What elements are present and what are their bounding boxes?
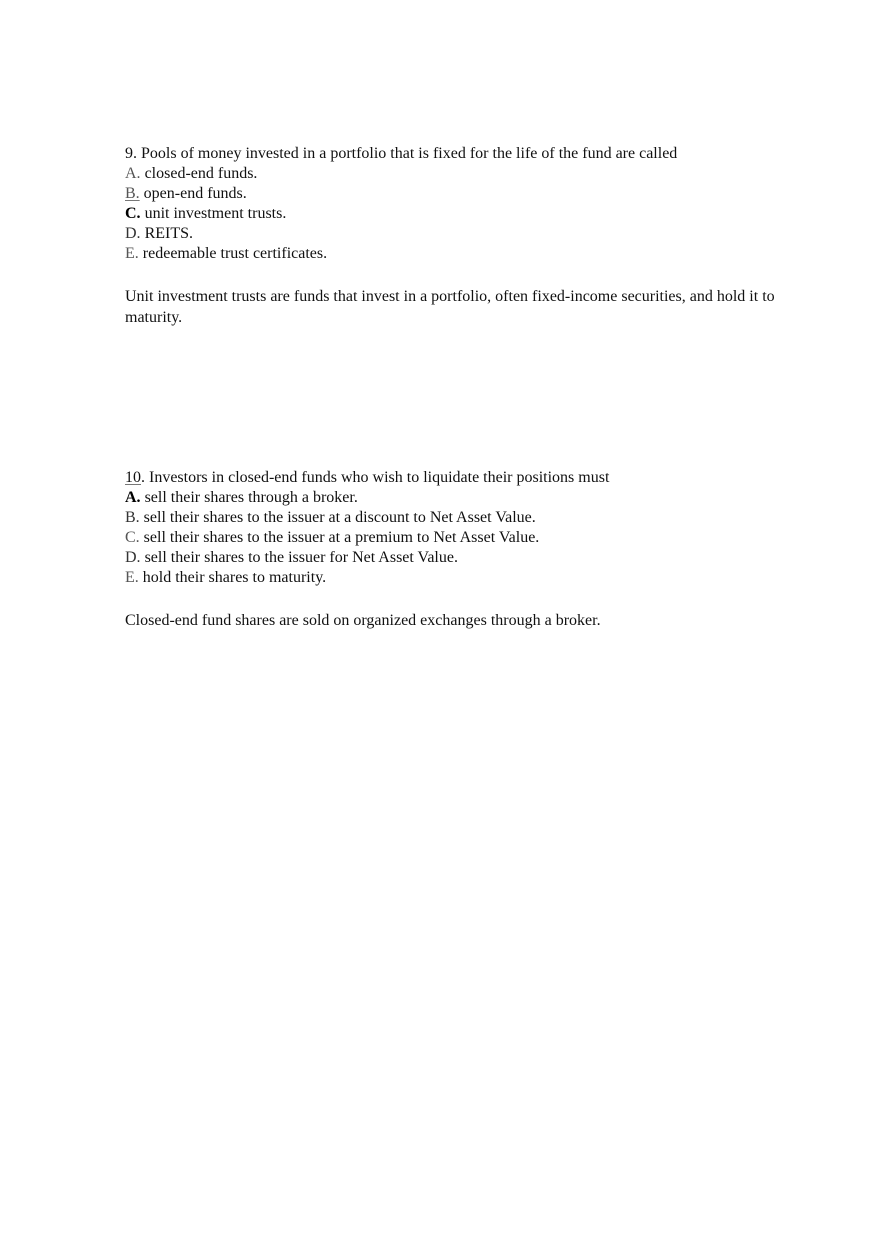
option-a-correct [125, 488, 775, 508]
option-d [125, 548, 775, 568]
option-c-correct [125, 204, 775, 224]
option-text: sell their shares to the issuer at a discount to Net Asset Value. [139, 509, 536, 526]
option-letter: B. [125, 509, 140, 526]
question-9 [125, 144, 775, 328]
option-d [125, 224, 775, 244]
option-letter: B. [125, 185, 140, 202]
option-letter: C. [125, 529, 140, 546]
option-text: sell their shares to the issuer for Net Asset Value. [140, 549, 458, 566]
question-text: . Pools of money invested in a portfolio that is fixed for the life of the fund are called [133, 145, 678, 162]
option-text: open-end funds. [139, 185, 247, 202]
explanation: Closed-end fund shares are sold on organized exchanges through a broker. [125, 612, 601, 629]
question-stem [125, 144, 775, 164]
option-e [125, 244, 775, 264]
question-stem [125, 468, 775, 488]
option-letter: A. [125, 165, 141, 182]
option-c [125, 528, 775, 548]
option-e [125, 568, 775, 588]
option-text: unit investment trusts. [140, 205, 287, 222]
question-text: . Investors in closed-end funds who wish to liquidate their positions must [141, 469, 610, 486]
option-b [125, 184, 775, 204]
option-letter: C. [125, 205, 141, 222]
option-letter: E. [125, 245, 139, 262]
question-number: 9 [125, 145, 133, 162]
option-letter: D. [125, 225, 141, 242]
option-text: sell their shares to the issuer at a premium to Net Asset Value. [139, 529, 540, 546]
option-text: closed-end funds. [140, 165, 258, 182]
option-text: sell their shares through a broker. [140, 489, 358, 506]
option-letter: A. [125, 489, 141, 506]
option-text: redeemable trust certificates. [138, 245, 328, 262]
explanation: Unit investment trusts are funds that invest in a portfolio, often fixed-income securities, and hold it to maturity. [125, 288, 775, 326]
option-letter: D. [125, 549, 141, 566]
option-text: REITS. [140, 225, 194, 242]
question-10 [125, 468, 775, 631]
option-a [125, 164, 775, 184]
option-letter: E. [125, 569, 139, 586]
question-number: 10 [125, 469, 141, 486]
option-text: hold their shares to maturity. [138, 569, 327, 586]
option-b [125, 508, 775, 528]
